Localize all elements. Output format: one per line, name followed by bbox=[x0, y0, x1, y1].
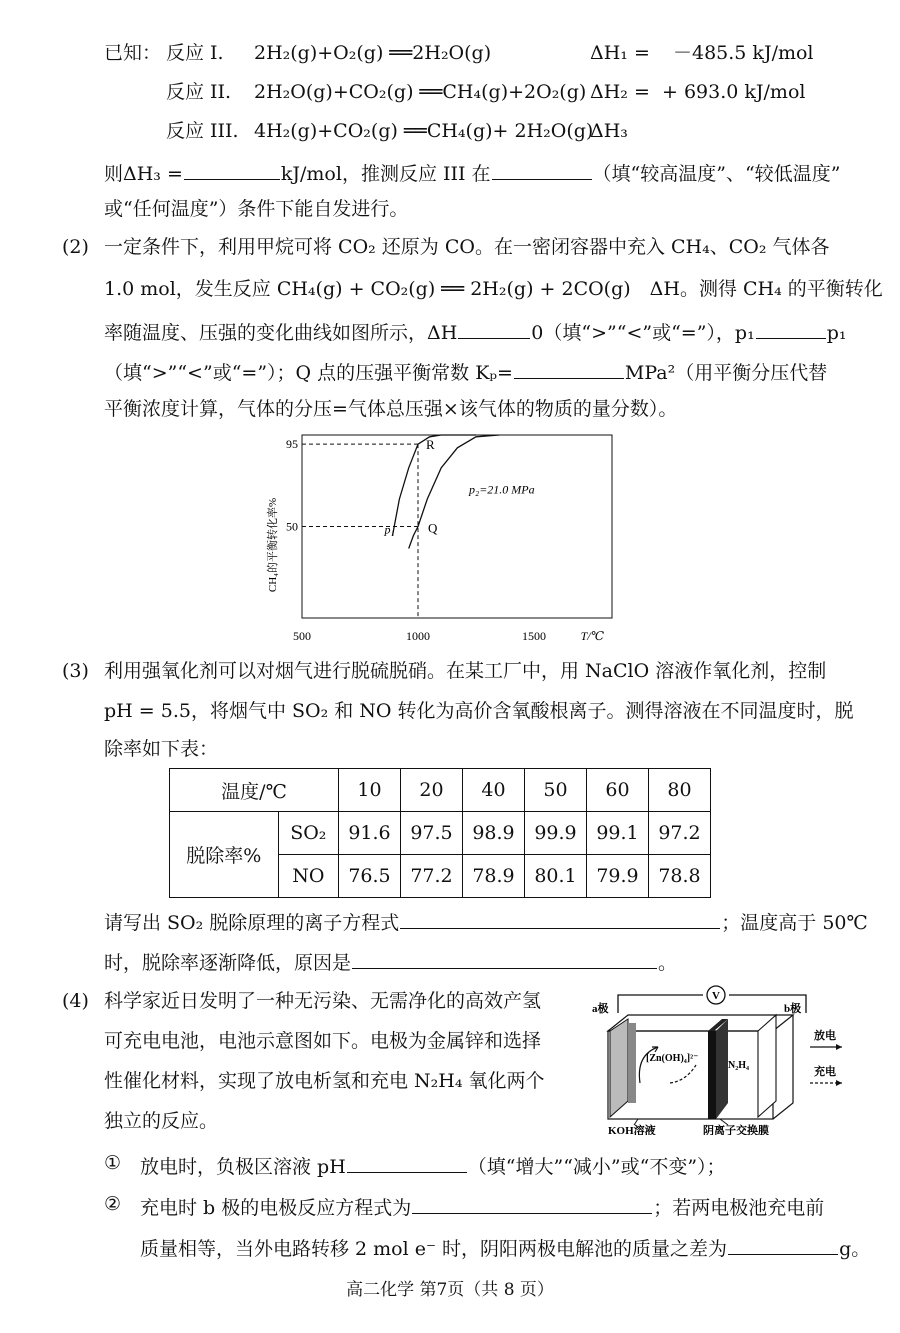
part-4-line-3: 性催化材料，实现了放电析氢和充电 N₂H₄ 氧化两个 bbox=[104, 1070, 545, 1092]
discharge-label: 放电 bbox=[814, 1030, 836, 1042]
rate-cell: 79.9 bbox=[587, 855, 649, 898]
voltmeter-label: V bbox=[712, 990, 720, 1002]
charge-label: 充电 bbox=[814, 1066, 836, 1078]
x-axis-label: T/℃ bbox=[580, 629, 604, 643]
rate-header: 脱除率% bbox=[170, 812, 279, 898]
rate-cell: 97.2 bbox=[649, 812, 711, 855]
known-prefix: 已知： bbox=[104, 42, 162, 64]
answer-blank-dh3[interactable] bbox=[184, 159, 280, 180]
electrode-a-label: a极 bbox=[592, 1003, 609, 1015]
part-3-line-2: pH = 5.5，将烟气中 SO₂ 和 NO 转化为高价含氧酸根离子。测得溶液在不同温度时，脱 bbox=[104, 700, 854, 722]
reaction-1-dh-label: ΔH₁ = bbox=[590, 42, 650, 64]
rate-cell: 91.6 bbox=[339, 812, 401, 855]
table-row-temperature bbox=[170, 769, 711, 812]
rate-cell: 78.8 bbox=[649, 855, 711, 898]
reaction-2-dh-value: + 693.0 kJ/mol bbox=[662, 81, 806, 103]
battery-diagram bbox=[588, 985, 850, 1135]
temp-cell: 60 bbox=[587, 769, 649, 812]
part-4-sub-2: ② bbox=[104, 1193, 122, 1215]
part-4-sub-1-text: 放电时，负极区溶液 pH （填“增大”“减小”或“不变”）； bbox=[140, 1152, 726, 1179]
temp-header: 温度/℃ bbox=[170, 769, 339, 812]
reaction-2-equation: 2H₂O(g)+CO₂(g) ══CH₄(g)+2O₂(g) bbox=[254, 81, 587, 103]
rate-cell: 77.2 bbox=[401, 855, 463, 898]
temp-cell: 50 bbox=[525, 769, 587, 812]
zincate-label: [Zn(OH)₄]²⁻ bbox=[646, 1053, 699, 1064]
temp-cell: 80 bbox=[649, 769, 711, 812]
part-3-line-3: 除率如下表： bbox=[104, 738, 219, 760]
x-tick-label: 1000 bbox=[406, 629, 430, 643]
part-2-line-5: 平衡浓度计算，气体的分压=气体总压强×该气体的物质的量分数）。 bbox=[104, 398, 678, 420]
electrode-b-label: b极 bbox=[784, 1003, 802, 1015]
rate-cell: 99.9 bbox=[525, 812, 587, 855]
reaction-1-label: 反应 I. bbox=[166, 42, 224, 64]
series-label-p1: p₁ bbox=[384, 522, 395, 537]
known-question-line: 则ΔH₃ = kJ/mol，推测反应 III 在 （填“较高温度”、“较低温度” bbox=[104, 159, 840, 186]
part-4-sub-2-text: 充电时 b 极的电极反应方程式为 ；若两电极池充电前 bbox=[140, 1193, 824, 1220]
point-label-r: R bbox=[426, 437, 435, 453]
temp-cell: 40 bbox=[463, 769, 525, 812]
conversion-chart bbox=[262, 430, 622, 650]
y-tick-label: 95 bbox=[286, 437, 298, 452]
series-label-p2: p₂=21.0 MPa bbox=[469, 482, 535, 497]
part-2-line-3: 率随温度、压强的变化曲线如图所示，ΔH 0（填“>”“<”或“=”），p₁ p₁ bbox=[104, 318, 847, 345]
removal-rate-table bbox=[169, 768, 711, 898]
rate-cell: 98.9 bbox=[463, 812, 525, 855]
page-footer: 高二化学 第7页（共 8 页） bbox=[346, 1280, 554, 1300]
part-3-number: (3) bbox=[62, 660, 89, 682]
answer-blank-ph[interactable] bbox=[347, 1152, 467, 1173]
row-name: SO₂ bbox=[278, 812, 338, 855]
reaction-1-equation: 2H₂(g)+O₂(g) ══2H₂O(g) bbox=[254, 42, 492, 64]
known-question-line-2: 或“任何温度”）条件下能自发进行。 bbox=[104, 198, 409, 220]
answer-blank-ion-equation[interactable] bbox=[400, 908, 720, 929]
rate-cell: 97.5 bbox=[401, 812, 463, 855]
part-4-line-1: 科学家近日发明了一种无污染、无需净化的高效产氢 bbox=[104, 990, 542, 1012]
membrane-label: 阴离子交换膜 bbox=[703, 1125, 769, 1135]
answer-blank-pressure-compare[interactable] bbox=[756, 318, 826, 339]
answer-blank-dh-sign[interactable] bbox=[458, 318, 530, 339]
x-tick-label: 1500 bbox=[522, 629, 546, 643]
part-4-sub-1: ① bbox=[104, 1152, 122, 1174]
part-4-line-2: 可充电电池，电池示意图如下。电极为金属锌和选择 bbox=[104, 1030, 542, 1052]
row-name: NO bbox=[278, 855, 338, 898]
temp-cell: 20 bbox=[401, 769, 463, 812]
reaction-2-label: 反应 II. bbox=[166, 81, 232, 103]
part-2-line-4: （填“>”“<”或“=”）；Q 点的压强平衡常数 Kₚ= MPa²（用平衡分压代替 bbox=[104, 358, 827, 385]
y-tick-label: 50 bbox=[286, 519, 298, 534]
answer-blank-mass-difference[interactable] bbox=[728, 1234, 838, 1255]
reaction-3-label: 反应 III. bbox=[166, 120, 239, 142]
part-4-number: (4) bbox=[62, 990, 89, 1012]
chart-ylabel: CH₄的平衡转化率% bbox=[267, 497, 279, 593]
part-3-question-1: 请写出 SO₂ 脱除原理的离子方程式 ；温度高于 50℃ bbox=[104, 908, 868, 935]
koh-label: KOH溶液 bbox=[608, 1125, 656, 1135]
answer-blank-kp[interactable] bbox=[514, 358, 624, 379]
rate-cell: 99.1 bbox=[587, 812, 649, 855]
rate-cell: 78.9 bbox=[463, 855, 525, 898]
answer-blank-reason[interactable] bbox=[352, 948, 657, 969]
hydrazine-label: N₂H₄ bbox=[728, 1060, 749, 1071]
reaction-3-equation: 4H₂(g)+CO₂(g) ══CH₄(g)+ 2H₂O(g) bbox=[254, 120, 594, 142]
rate-cell: 80.1 bbox=[525, 855, 587, 898]
part-3-line-1: 利用强氧化剂可以对烟气进行脱硫脱硝。在某工厂中，用 NaClO 溶液作氧化剂，控制 bbox=[104, 660, 827, 682]
part-2-number: (2) bbox=[62, 236, 89, 258]
x-tick-label: 500 bbox=[293, 629, 311, 643]
point-label-q: Q bbox=[428, 520, 438, 536]
temp-cell: 10 bbox=[339, 769, 401, 812]
reaction-1-dh-value: －485.5 kJ/mol bbox=[673, 42, 814, 64]
part-4-sub-2-text-2: 质量相等，当外电路转移 2 mol e⁻ 时，阴阳两极电解池的质量之差为 g。 bbox=[140, 1234, 870, 1261]
answer-blank-electrode-equation[interactable] bbox=[412, 1193, 652, 1214]
answer-blank-condition[interactable] bbox=[492, 159, 592, 180]
part-4-line-4: 独立的反应。 bbox=[104, 1110, 219, 1132]
reaction-3-dh-label: ΔH₃ bbox=[590, 120, 628, 142]
table-row-so2 bbox=[170, 812, 711, 855]
rate-cell: 76.5 bbox=[339, 855, 401, 898]
reaction-2-dh-label: ΔH₂ = bbox=[590, 81, 650, 103]
part-2-line-2: 1.0 mol，发生反应 CH₄(g) + CO₂(g) ══ 2H₂(g) + 2CO(g) ΔH。测得 CH₄ 的平衡转化 bbox=[104, 278, 883, 300]
part-2-line-1: 一定条件下，利用甲烷可将 CO₂ 还原为 CO。在一密闭容器中充入 CH₄、CO₂ 气体各 bbox=[104, 236, 830, 258]
part-3-question-2: 时，脱除率逐渐降低，原因是 。 bbox=[104, 948, 677, 975]
